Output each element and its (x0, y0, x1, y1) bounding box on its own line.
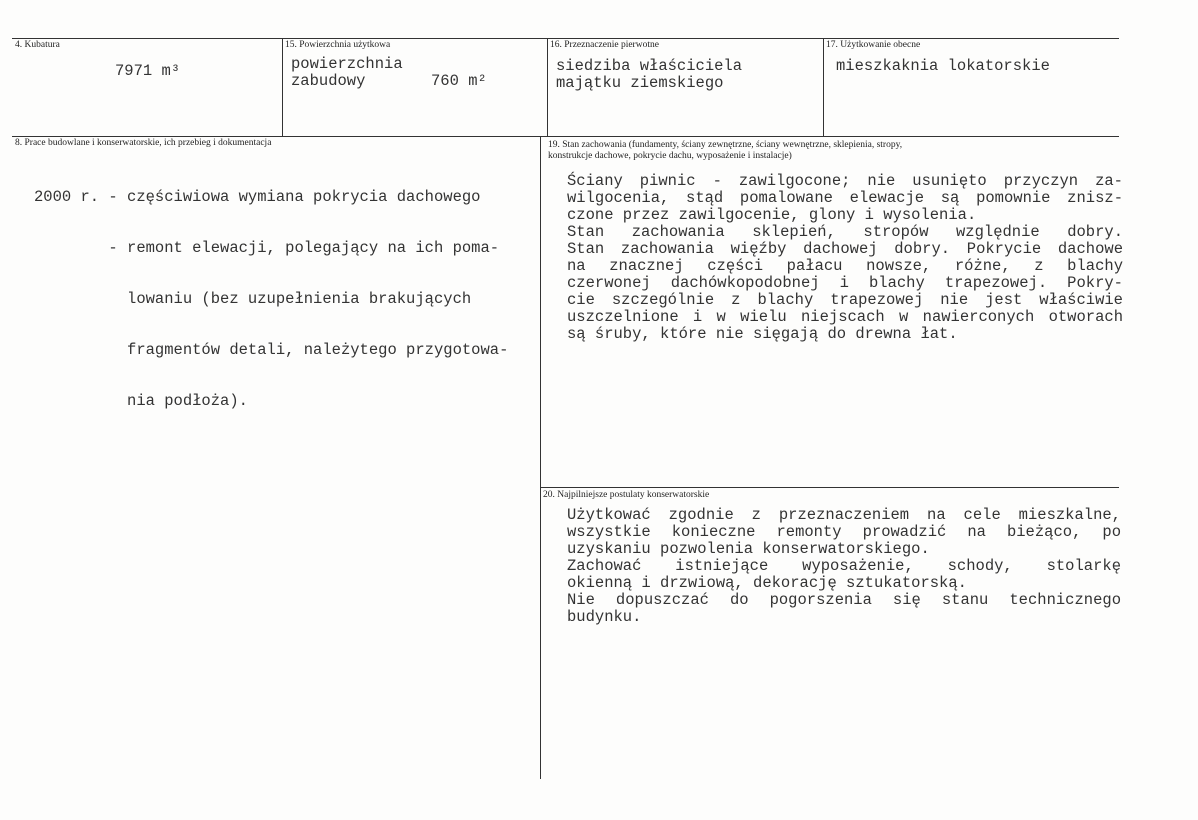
stan-line: czerwonej dachówkopodobnej i blachy trapezowej. Pokry- (567, 274, 1123, 292)
divider-v2 (547, 38, 548, 137)
divider-v1 (282, 38, 283, 137)
stan-line: są śruby, które nie sięgają do drewna łat. (567, 325, 958, 343)
postulaty-line: uzyskaniu pozwolenia konserwatorskiego. (567, 540, 930, 558)
powierzchnia-label: 15. Powierzchnia użytkowa (285, 40, 391, 50)
prace-line: 2000 r. - częściwiowa wymiana pokrycia dachowego (34, 188, 481, 206)
stan-line: Ściany piwnic - zawilgocone; nie usunięto przyczyn za- (567, 172, 1123, 190)
stan-label-line1: 19. Stan zachowania (fundamenty, ściany zewnętrzne, ściany wewnętrzne, sklepienia, stropy, (548, 140, 903, 150)
postulaty-line: wszystkie konieczne remonty prowadzić na bieżąco, po (567, 523, 1121, 541)
uzytkowanie-value: mieszkaknia lokatorskie (836, 57, 1050, 75)
stan-line: uszczelnione i w wielu niejscach w nawierconych otworach (567, 308, 1123, 326)
stan-line: Stan zachowania więźby dachowej dobry. Pokrycie dachowe (567, 240, 1123, 258)
postulaty-text (567, 507, 1121, 626)
postulaty-line: okienną i drzwiową, dekorację sztukatorską. (567, 574, 967, 592)
stan-line: Stan zachowania sklepień, stropów względnie dobry. (567, 223, 1123, 241)
prace-label: 8. Prace budowlane i konserwatorskie, ich przebieg i dokumentacja (15, 138, 272, 148)
powierzchnia-line2: zabudowy (291, 72, 366, 90)
powierzchnia-line1: powierzchnia (291, 55, 403, 73)
center-divider (540, 137, 541, 779)
postulaty-line: Użytkować zgodnie z przeznaczeniem na cele mieszkalne, (567, 506, 1121, 524)
stan-line: czone przez zawilgocenie, glony i wysolenia. (567, 206, 977, 224)
postulaty-line: Zachować istniejące wyposażenie, schody, stolarkę (567, 557, 1121, 575)
stan-label-line2: konstrukcje dachowe, pokrycie dachu, wyposażenie i instalacje) (548, 151, 792, 161)
postulaty-line: budynku. (567, 608, 642, 626)
przeznaczenie-label: 16. Przeznaczenie pierwotne (550, 40, 659, 50)
stan-line: cie szczególnie z blachy trapezowej nie jest właściwie (567, 291, 1123, 309)
postulaty-label: 20. Najpilniejsze postulaty konserwatorskie (543, 490, 710, 500)
uzytkowanie-label: 17. Użytkowanie obecne (826, 40, 921, 50)
postulaty-rule (540, 487, 1119, 488)
kubatura-label: 4. Kubatura (15, 40, 60, 50)
stan-text (567, 173, 1123, 343)
przeznaczenie-line2: majątku ziemskiego (556, 74, 724, 92)
powierzchnia-value: 760 m² (431, 72, 487, 90)
prace-line: fragmentów detali, należytego przygotowa- (34, 341, 509, 359)
przeznaczenie-line1: siedziba właściciela (556, 57, 743, 75)
prace-text (34, 155, 508, 427)
prace-line: - remont elewacji, polegający na ich poma- (34, 239, 500, 257)
row-divider (12, 136, 1119, 137)
stan-line: na znacznej części pałacu nowsze, różne, z blachy (567, 257, 1123, 275)
stan-line: wilgocenia, stąd pomalowane elewacje są pomownie znisz- (567, 189, 1123, 207)
divider-v3 (823, 38, 824, 137)
top-rule (12, 38, 1119, 39)
prace-line: lowaniu (bez uzupełnienia brakujących (34, 290, 472, 308)
kubatura-value: 7971 m³ (115, 62, 181, 80)
prace-line: nia podłoża). (34, 392, 248, 410)
postulaty-line: Nie dopuszczać do pogorszenia się stanu technicznego (567, 591, 1121, 609)
